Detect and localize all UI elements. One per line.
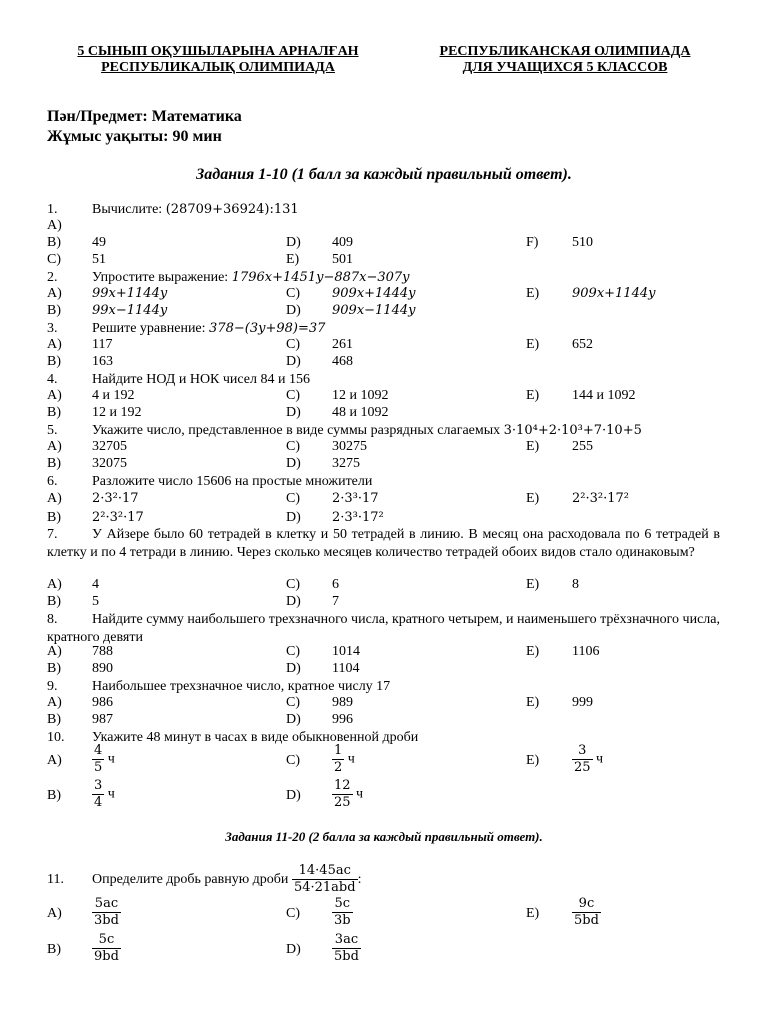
option-value-e: 8 [572, 577, 579, 592]
option-label-d: D) [286, 303, 301, 318]
option-value-e: 652 [572, 337, 593, 352]
option-value-b: 5 [92, 594, 99, 609]
subject-block [47, 107, 242, 147]
header-left-line1: 5 СЫНЫП ОҚУШЫЛАРЫНА АРНАЛҒАН [77, 44, 359, 59]
question-text: Укажите число, представленное в виде суммы разрядных слагаемых 3·10⁴+2·10³+7·10+5 [92, 423, 642, 438]
option-value-b: 12 и 192 [92, 405, 142, 420]
option-label-f: F) [526, 235, 539, 250]
option-value-b: 163 [92, 354, 113, 369]
math-expression: 3·10⁴+2·10³+7·10+5 [503, 423, 642, 438]
option-value-a: $\frac{4}{5}$ ч [94, 743, 115, 775]
option-value-d: 48 и 1092 [332, 405, 389, 420]
question-text: Определите дробь равную дроби $\frac{14\cdot 45ac}{\text{54·21abd}}$ : [92, 863, 362, 896]
option-value-a: $\frac{5ac}{3bd}$ [94, 896, 119, 928]
option-value-d: 996 [332, 712, 353, 727]
option-label-a: A) [47, 439, 62, 454]
option-label-a: A) [47, 577, 62, 592]
option-value-c: 989 [332, 695, 353, 710]
option-label-e: E) [526, 753, 540, 768]
section-2-title: Задания 11-20 (2 балла за каждый правильный ответ). [225, 829, 543, 844]
option-label-c: C) [286, 695, 300, 710]
option-label-c: C) [286, 906, 300, 921]
math-fraction: $\frac{14\cdot 45ac}{\text{54·21abd}}$ [293, 863, 356, 896]
question-text: У Айзере было 60 тетрадей в клетку и 50 тетрадей в линию. В месяц она расходовала по 6 тетрадей в клетку и по 4 тетради в линию. Через сколько месяцев количество тетрадей обоих видов стало одинаковым? [47, 527, 720, 560]
option-value-d: 409 [332, 235, 353, 250]
option-label-c: C) [286, 286, 300, 301]
option-value-d: 468 [332, 354, 353, 369]
option-label-d: D) [286, 510, 301, 525]
question-7 [47, 526, 720, 561]
option-value-c: 2·3³·17 [332, 491, 379, 506]
question-text: Вычислите: (28709+36924):131 [92, 202, 299, 217]
option-value-b: 890 [92, 661, 113, 676]
option-value-e: 144 и 1092 [572, 388, 636, 403]
math-expression: (28709+36924):131 [165, 202, 299, 217]
option-label-e: E) [526, 644, 540, 659]
option-label-c: C) [286, 337, 300, 352]
option-value-c: 12 и 1092 [332, 388, 389, 403]
option-value-d: $\frac{12}{25}$ ч [334, 778, 364, 810]
option-label-e: E) [526, 337, 540, 352]
option-value-d: 7 [332, 594, 339, 609]
option-label-e: E) [526, 695, 540, 710]
question-number: 6. [47, 474, 58, 489]
option-label-e: E) [526, 491, 540, 506]
option-value-e: $\frac{3}{25}$ ч [574, 743, 604, 775]
question-text: Найдите НОД и НОК чисел 84 и 156 [92, 372, 310, 387]
option-label-b: B) [47, 712, 61, 727]
question-number: 8. [47, 612, 58, 627]
section-1-title: Задания 1-10 (1 балл за каждый правильный ответ). [196, 166, 572, 183]
question-number: 2. [47, 270, 58, 285]
option-label-e: E) [526, 286, 540, 301]
option-label-b: B) [47, 661, 61, 676]
option-value-b: $\frac{3}{4}$ ч [94, 778, 115, 810]
question-text: Упростите выражение: 1796x+1451y−887x−307y [92, 270, 410, 285]
option-label-b: B) [47, 405, 61, 420]
option-label-e: E) [526, 388, 540, 403]
option-value-a: 32705 [92, 439, 127, 454]
question-text: Укажите 48 минут в часах в виде обыкновенной дроби [92, 730, 419, 745]
option-label-e: E) [526, 577, 540, 592]
option-label-a: A) [47, 906, 62, 921]
option-label-c: C) [286, 577, 300, 592]
option-value-a: 986 [92, 695, 113, 710]
option-value-e: 999 [572, 695, 593, 710]
option-label-e: E) [286, 252, 300, 267]
option-label-c: C) [286, 439, 300, 454]
option-label-a: A) [47, 337, 62, 352]
option-value-e: 501 [332, 252, 353, 267]
option-label-b: B) [47, 456, 61, 471]
option-value-d: 2·3³·17² [332, 510, 384, 525]
option-label-b: B) [47, 303, 61, 318]
option-value-e: 255 [572, 439, 593, 454]
option-value-e: 1106 [572, 644, 600, 659]
option-value-d: 1104 [332, 661, 360, 676]
option-label-d: D) [286, 235, 301, 250]
option-value-c: 909x+1444y [332, 286, 416, 301]
header-left-line2: РЕСПУБЛИКАЛЫҚ ОЛИМПИАДА [101, 60, 335, 75]
option-value-b: 32075 [92, 456, 127, 471]
question-number: 4. [47, 372, 58, 387]
option-value-a: 4 и 192 [92, 388, 135, 403]
option-label-d: D) [286, 788, 301, 803]
option-label-c: C) [47, 252, 61, 267]
header-russian [400, 44, 730, 76]
question-text: Разложите число 15606 на простые множители [92, 474, 373, 489]
header-right-line2: ДЛЯ УЧАЩИХСЯ 5 КЛАССОВ [462, 60, 668, 75]
question-number: 1. [47, 202, 58, 217]
question-text: Наибольшее трехзначное число, кратное числу 17 [92, 679, 391, 694]
option-value-c: 261 [332, 337, 353, 352]
question-number: 10. [47, 730, 65, 745]
option-value-b: 2²·3²·17 [92, 510, 144, 525]
option-value-b: $\frac{5c}{9bd}$ [94, 932, 119, 964]
option-value-b: 987 [92, 712, 113, 727]
option-value-c: 51 [92, 252, 106, 267]
option-label-a: A) [47, 695, 62, 710]
option-label-a: A) [47, 491, 62, 506]
header-kazakh [40, 44, 396, 76]
option-label-d: D) [286, 661, 301, 676]
option-value-c: 1014 [332, 644, 360, 659]
option-value-b: 99x−1144y [92, 303, 168, 318]
option-label-e: E) [526, 439, 540, 454]
option-label-a: A) [47, 286, 62, 301]
option-value-a: 788 [92, 644, 113, 659]
option-value-c: 30275 [332, 439, 367, 454]
option-label-a: A) [47, 644, 62, 659]
question-number: 7. [47, 527, 58, 542]
option-value-f: 510 [572, 235, 593, 250]
option-label-e: E) [526, 906, 540, 921]
math-expression: 378−(3y+98)=37 [209, 321, 326, 336]
option-value-a: 2·3²·17 [92, 491, 139, 506]
option-value-d: 909x−1144y [332, 303, 416, 318]
question-number: 9. [47, 679, 58, 694]
header-right-line1: РЕСПУБЛИКАНСКАЯ ОЛИМПИАДА [439, 44, 691, 59]
option-label-b: B) [47, 594, 61, 609]
option-label-d: D) [286, 712, 301, 727]
question-number: 11. [47, 872, 64, 887]
option-label-d: D) [286, 456, 301, 471]
question-number: 3. [47, 321, 58, 336]
option-label-d: D) [286, 354, 301, 369]
option-label-c: C) [286, 753, 300, 768]
option-label-d: D) [286, 942, 301, 957]
option-label-b: B) [47, 510, 61, 525]
option-label-a: A) [47, 388, 62, 403]
question-number: 5. [47, 423, 58, 438]
option-label-a: A) [47, 218, 62, 233]
option-value-c: 6 [332, 577, 339, 592]
question-8 [47, 611, 720, 646]
option-value-e: $\frac{9c}{5bd}$ [574, 896, 599, 928]
option-label-d: D) [286, 594, 301, 609]
option-value-e: 909x+1144y [572, 286, 656, 301]
option-label-a: A) [47, 753, 62, 768]
option-value-e: 2²·3²·17² [572, 491, 629, 506]
option-label-c: C) [286, 644, 300, 659]
subject-title: Пән/Предмет: Математика [47, 108, 242, 125]
math-expression: 1796x+1451y−887x−307y [231, 270, 410, 285]
option-label-b: B) [47, 354, 61, 369]
option-value-a: 117 [92, 337, 113, 352]
option-value-a: 99x+1144y [92, 286, 168, 301]
option-label-b: B) [47, 235, 61, 250]
option-value-d: 3275 [332, 456, 360, 471]
question-text: Найдите сумму наибольшего трехзначного числа, кратного четырем, и наименьшего трёхзначного числа, кратного девяти [47, 612, 720, 645]
option-label-b: B) [47, 942, 61, 957]
option-value-c: $\frac{5c}{3b}$ [334, 896, 351, 928]
option-label-c: C) [286, 388, 300, 403]
option-label-b: B) [47, 788, 61, 803]
option-label-c: C) [286, 491, 300, 506]
option-value-d: $\frac{3ac}{5bd}$ [334, 932, 359, 964]
option-value-c: $\frac{1}{2}$ ч [334, 743, 355, 775]
question-text: Решите уравнение: 378−(3y+98)=37 [92, 321, 326, 336]
option-value-b: 49 [92, 235, 106, 250]
option-label-d: D) [286, 405, 301, 420]
option-value-a: 4 [92, 577, 99, 592]
duration: Жұмыс уақыты: 90 мин [47, 128, 222, 145]
